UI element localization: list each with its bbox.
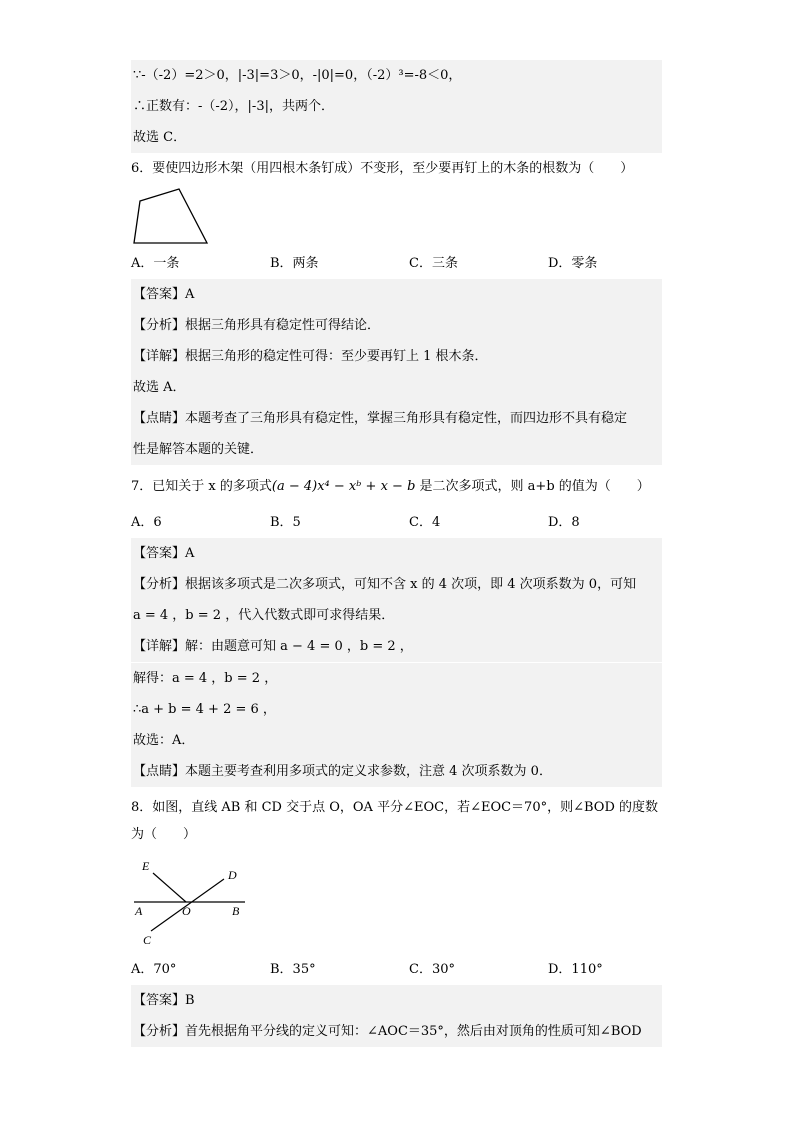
q7-analysis-line-2: a = 4 ，b = 2 ，代入代数式即可求得结果． <box>131 600 662 631</box>
q7-choice: 故选：A． <box>131 725 662 756</box>
q8-intersecting-lines-figure <box>131 855 251 955</box>
q8-label-d: D <box>228 868 237 882</box>
q7-comment: 【点睛】本题主要考查利用多项式的定义求参数，注意 4 次项系数为 0． <box>131 756 662 787</box>
q6-option-a: A．一条 <box>131 256 180 271</box>
q7-polynomial-expression: (a − 4)x⁴ − xᵇ + x − b <box>271 479 416 494</box>
q6-comment-line-1: 【点睛】本题考查了三角形具有稳定性，掌握三角形具有稳定性，而四边形不具有稳定 <box>131 403 662 434</box>
q6-stem: 6．要使四边形木架（用四根木条钉成）不变形，至少要再钉上的木条的根数为（ ） <box>131 161 634 176</box>
q6-option-b: B．两条 <box>270 256 319 271</box>
prev-solution-line-2: ∴正数有：-（-2），|-3|，共两个． <box>131 91 662 122</box>
q6-analysis: 【分析】根据三角形具有稳定性可得结论． <box>131 310 662 341</box>
q8-stem-line-1: 8．如图，直线 AB 和 CD 交于点 O，OA 平分∠EOC，若∠EOC＝70°，则∠BOD 的度数 <box>131 800 658 815</box>
q7-detail: 【详解】解：由题意可知 a − 4 = 0 ，b = 2 ， <box>131 631 662 662</box>
prev-solution-line-3: 故选 C． <box>131 122 662 153</box>
q7-analysis-line-1: 【分析】根据该多项式是二次多项式，可知不含 x 的 4 次项，即 4 次项系数为 0，可知 <box>131 569 662 600</box>
q7-option-b: B．5 <box>270 515 301 530</box>
q7-answer: 【答案】A <box>131 538 662 569</box>
q8-option-d: D．110° <box>548 962 603 977</box>
q8-label-a: A <box>135 904 143 918</box>
q7-option-c: C．4 <box>409 515 441 530</box>
q8-option-c: C．30° <box>409 962 455 977</box>
q7-option-d: D．8 <box>548 515 580 530</box>
q8-answer: 【答案】B <box>131 985 662 1016</box>
q8-analysis: 【分析】首先根据角平分线的定义可知：∠AOC＝35°，然后由对顶角的性质可知∠BOD <box>131 1016 662 1047</box>
q8-label-e: E <box>142 859 150 873</box>
q8-option-a: A．70° <box>131 962 177 977</box>
prev-solution-line-1: ∵-（-2）=2＞0，|-3|=3＞0，-|0|=0，（-2）³=-8＜0， <box>131 60 662 91</box>
q8-label-c: C <box>143 933 152 947</box>
q8-option-b: B．35° <box>270 962 316 977</box>
q7-stem-prefix: 7．已知关于 x 的多项式 <box>131 479 272 494</box>
q6-answer: 【答案】A <box>131 279 662 310</box>
q6-detail: 【详解】根据三角形的稳定性可得：至少要再钉上 1 根木条． <box>131 341 662 372</box>
q7-solve: 解得：a = 4 ，b = 2 ， <box>131 663 662 694</box>
q7-stem-suffix: 是二次多项式，则 a+b 的值为（ ） <box>415 479 650 494</box>
q6-option-d: D．零条 <box>548 256 598 271</box>
q7-stem <box>131 471 650 502</box>
q7-therefore: ∴a + b = 4 + 2 = 6 ， <box>131 694 662 725</box>
q6-quadrilateral-figure <box>131 187 211 247</box>
q6-comment-line-2: 性是解答本题的关键． <box>131 434 662 465</box>
q8-stem-line-2: 为（ ） <box>131 827 197 842</box>
q6-choice: 故选 A． <box>131 372 662 403</box>
q6-option-c: C．三条 <box>409 256 458 271</box>
q8-label-o: O <box>182 904 191 918</box>
q7-option-a: A．6 <box>131 515 162 530</box>
q8-label-b: B <box>232 904 240 918</box>
